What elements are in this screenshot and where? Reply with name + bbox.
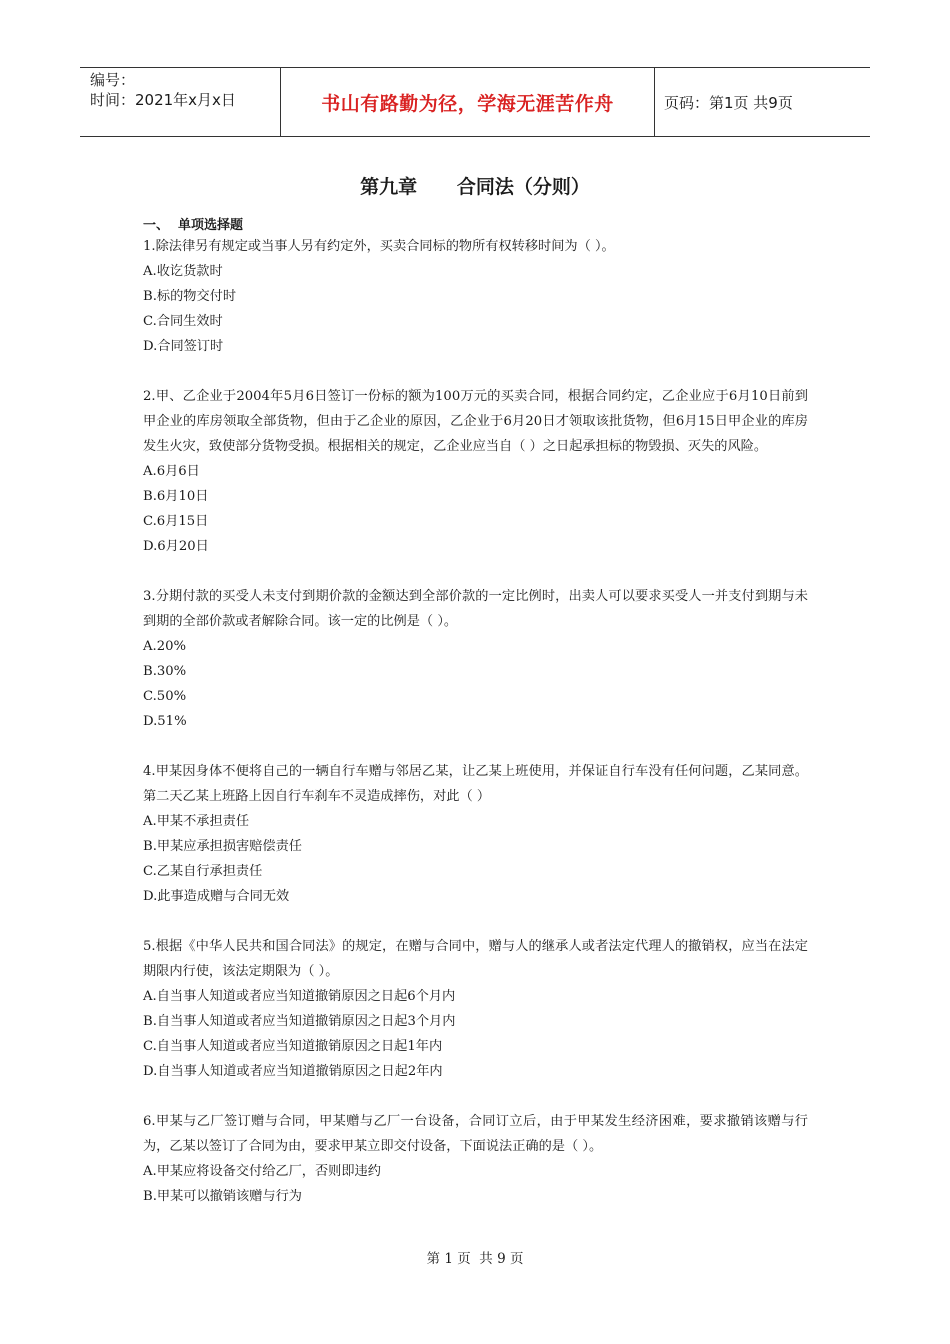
- doc-time-label: 时间：2021年x月x日: [90, 91, 236, 109]
- answer-option: B.6月10日: [143, 489, 209, 504]
- answer-option: C.50%: [143, 689, 187, 704]
- page-indicator: 页码：第1页 共9页: [664, 93, 793, 112]
- question-text: 1.除法律另有规定或当事人另有约定外，买卖合同标的物所有权转移时间为（ ）。: [143, 239, 615, 254]
- question-block: [143, 934, 808, 1084]
- header-motto-cell: [281, 68, 655, 136]
- answer-option: D.51%: [143, 714, 187, 729]
- answer-option: C.6月15日: [143, 514, 209, 529]
- answer-option: D.合同签订时: [143, 339, 224, 354]
- answer-option: B.自当事人知道或者应当知道撤销原因之日起3个月内: [143, 1014, 456, 1029]
- answer-option: A.收讫货款时: [143, 264, 223, 279]
- answer-option: A.自当事人知道或者应当知道撤销原因之日起6个月内: [143, 989, 456, 1004]
- answer-option: C.自当事人知道或者应当知道撤销原因之日起1年内: [143, 1039, 443, 1054]
- answer-option: B.甲某可以撤销该赠与行为: [143, 1189, 302, 1204]
- header-meta-cell: [80, 68, 281, 136]
- page-footer: 第 1 页 共 9 页: [426, 1251, 524, 1267]
- question-block: [143, 759, 808, 909]
- question-block: [143, 234, 808, 359]
- answer-option: D.自当事人知道或者应当知道撤销原因之日起2年内: [143, 1064, 443, 1079]
- question-block: [143, 1109, 808, 1209]
- answer-option: C.合同生效时: [143, 314, 223, 329]
- question-list: [143, 234, 808, 1234]
- question-text: 6.甲某与乙厂签订赠与合同，甲某赠与乙厂一台设备，合同订立后，由于甲某发生经济困难，要求撤销该赠与行为，乙某以签订了合同为由，要求甲某立即交付设备，下面说法正确的是（ ）。: [143, 1114, 808, 1154]
- answer-option: B.甲某应承担损害赔偿责任: [143, 839, 302, 854]
- section-title: 一、 单项选择题: [143, 218, 244, 233]
- doc-number-label: 编号：: [90, 71, 136, 89]
- question-text: 4.甲某因身体不便将自己的一辆自行车赠与邻居乙某，让乙某上班使用，并保证自行车没有任何问题，乙某同意。第二天乙某上班路上因自行车刹车不灵造成摔伤，对此（ ）: [143, 764, 808, 804]
- question-text: 5.根据《中华人民共和国合同法》的规定，在赠与合同中，赠与人的继承人或者法定代理人的撤销权，应当在法定期限内行使，该法定期限为（ ）。: [143, 939, 808, 979]
- answer-option: C.乙某自行承担责任: [143, 864, 263, 879]
- question-block: [143, 384, 808, 559]
- motto-text: 书山有路勤为径，学海无涯苦作舟: [321, 92, 614, 115]
- answer-option: B.标的物交付时: [143, 289, 237, 304]
- answer-option: D.6月20日: [143, 539, 209, 554]
- answer-option: B.30%: [143, 664, 187, 679]
- header-page-cell: [655, 68, 870, 136]
- answer-option: A.20%: [143, 639, 187, 654]
- answer-option: D.此事造成赠与合同无效: [143, 889, 290, 904]
- question-block: [143, 584, 808, 734]
- answer-option: A.6月6日: [143, 464, 200, 479]
- chapter-title: 第九章 合同法（分则）: [360, 176, 590, 198]
- question-text: 3.分期付款的买受人未支付到期价款的金额达到全部价款的一定比例时，出卖人可以要求买受人一并支付到期与未到期的全部价款或者解除合同。该一定的比例是（ ）。: [143, 589, 808, 629]
- question-text: 2.甲、乙企业于2004年5月6日签订一份标的额为100万元的买卖合同，根据合同约定，乙企业应于6月10日前到甲企业的库房领取全部货物，但由于乙企业的原因，乙企业于6月20日才领取该批货物，但6月15日甲企业的库房发生火灾，致使部分货物受损。根据相关的规定，乙企业应当自（ ）之日起承担标的物毁损、灭失的风险。: [143, 389, 808, 454]
- answer-option: A.甲某不承担责任: [143, 814, 250, 829]
- header-table: [80, 67, 870, 137]
- answer-option: A.甲某应将设备交付给乙厂，否则即违约: [143, 1164, 381, 1179]
